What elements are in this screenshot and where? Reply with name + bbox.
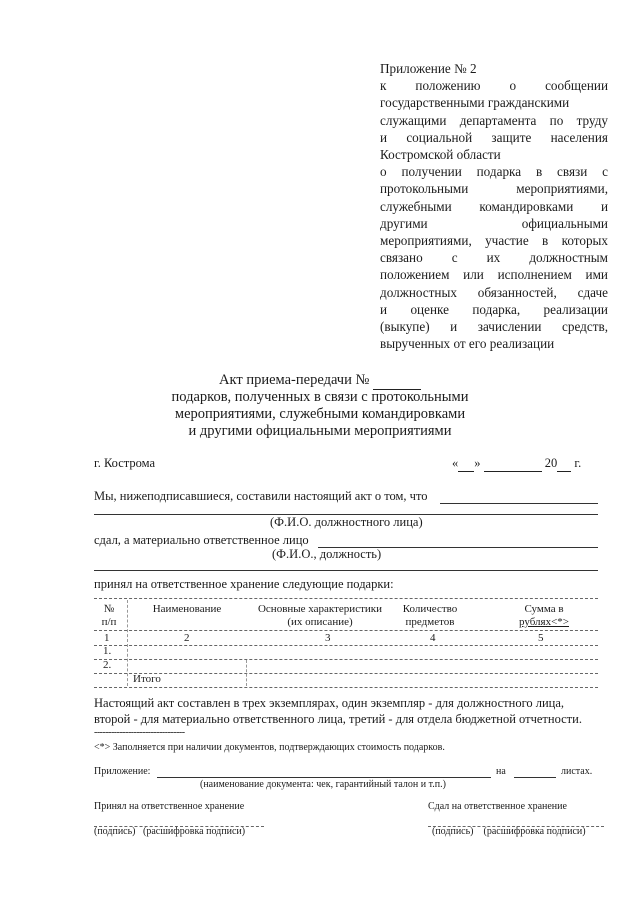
act-title-line-4: и другими официальными мероприятиями bbox=[188, 423, 452, 439]
act-title-line-2: подарков, полученных в связи с протокольными bbox=[171, 389, 469, 405]
table-row: 1. bbox=[103, 645, 112, 657]
appendix-line: мероприятиями, участие в которых bbox=[380, 233, 608, 249]
header-line: (их описание) bbox=[287, 616, 353, 628]
column-number-1: 1 bbox=[104, 632, 110, 644]
column-number-5: 5 bbox=[538, 632, 544, 644]
appendix-title: Приложение № 2 bbox=[380, 61, 477, 76]
act-title-line-3: мероприятиями, служебными командировками bbox=[174, 406, 466, 422]
header-quantity bbox=[394, 603, 466, 629]
signature-right-title: Сдал на ответственное хранение bbox=[428, 801, 567, 812]
column-number-4: 4 bbox=[430, 632, 436, 644]
footnote-rule: -------------------------------- bbox=[94, 727, 185, 738]
appendix-line: (выкупе) и зачислении средств, bbox=[380, 319, 608, 335]
appendix-line: связано с их должностным bbox=[380, 250, 608, 266]
appendix-line: должностных обязанностей, сдаче bbox=[380, 284, 608, 300]
fio-note-2: (Ф.И.О., должность) bbox=[272, 547, 382, 561]
year-blank bbox=[557, 456, 571, 472]
attachment-blank bbox=[157, 777, 491, 778]
appendix-line: другими официальными bbox=[380, 215, 608, 231]
appendix-line: служащими департамента по труду bbox=[380, 112, 608, 128]
day-blank bbox=[458, 456, 474, 472]
column-divider bbox=[246, 660, 247, 686]
statement-line-2: второй - для материально ответственного лица, третий - для отдела бюджетной отчетности. bbox=[94, 712, 582, 726]
signature-right-caption: (подпись) (расшифровка подписи) bbox=[432, 826, 586, 837]
appendix-line: к положению о сообщении bbox=[380, 78, 608, 94]
signature-left-caption: (подпись) (расшифровка подписи) bbox=[94, 826, 246, 837]
act-title-line-1: Акт приема-передачи № bbox=[219, 372, 370, 388]
header-line: № bbox=[103, 603, 115, 615]
month-blank bbox=[484, 456, 542, 472]
header-characteristics bbox=[246, 603, 394, 629]
act-number-blank bbox=[373, 372, 421, 390]
act-title bbox=[0, 372, 640, 390]
fill-line bbox=[94, 570, 598, 571]
appendix-line: положением или исполнением ими bbox=[380, 267, 608, 283]
handed-over-text: сдал, а материально ответственное лицо bbox=[94, 533, 309, 547]
footnote: <*> Заполняется при наличии документов, подтверждающих стоимость подарков. bbox=[94, 742, 445, 753]
appendix-block bbox=[380, 60, 608, 352]
date-close-quote: » bbox=[474, 456, 481, 470]
appendix-line: государственными гражданскими bbox=[380, 95, 570, 111]
appendix-line: и оценке подарка, реализации bbox=[380, 301, 608, 317]
header-line: п/п bbox=[101, 616, 117, 628]
attachment-sheets: листах. bbox=[561, 766, 593, 777]
table-bottom-rule bbox=[94, 687, 598, 688]
statement-line-1: Настоящий акт составлен в трех экземплярах, один экземпляр - для должностного лица, bbox=[94, 696, 565, 710]
year-suffix: г. bbox=[574, 456, 582, 470]
place: г. Кострома bbox=[94, 456, 156, 470]
header-sum bbox=[496, 603, 592, 629]
year-prefix: 20 bbox=[544, 456, 558, 470]
header-line: рублях<*> bbox=[519, 616, 569, 628]
header-line: предметов bbox=[405, 616, 455, 628]
table-header-rule bbox=[94, 630, 598, 631]
signature-left-title: Принял на ответственное хранение bbox=[94, 801, 245, 812]
table-row-rule bbox=[94, 673, 598, 674]
appendix-line: и социальной защите населения bbox=[380, 129, 608, 145]
header-line: Сумма в bbox=[524, 603, 564, 615]
appendix-line: о получении подарка в связи с bbox=[380, 164, 608, 180]
appendix-line: служебными командировками и bbox=[380, 198, 608, 214]
appendix-line: вырученных от его реализации bbox=[380, 336, 555, 352]
appendix-line: Костромской области bbox=[380, 147, 501, 163]
table-row: 2. bbox=[103, 659, 112, 671]
accepted-text: принял на ответственное хранение следующие подарки: bbox=[94, 577, 394, 591]
appendix-line: протокольными мероприятиями, bbox=[380, 181, 608, 197]
total-label: Итого bbox=[133, 673, 161, 685]
we-signed-text: Мы, нижеподписавшиеся, составили настоящий акт о том, что bbox=[94, 489, 428, 503]
fio-note: (Ф.И.О. должностного лица) bbox=[270, 515, 423, 529]
attachment-label: Приложение: bbox=[94, 766, 151, 777]
column-number-3: 3 bbox=[325, 632, 331, 644]
column-divider bbox=[127, 600, 128, 686]
appendix-text bbox=[380, 77, 608, 352]
table-row-rule bbox=[94, 659, 598, 660]
header-name bbox=[128, 603, 246, 616]
header-line: Наименование bbox=[152, 603, 222, 615]
header-number bbox=[94, 603, 124, 629]
table-row-rule bbox=[94, 645, 598, 646]
header-line: Количество bbox=[402, 603, 458, 615]
attachment-note: (наименование документа: чек, гарантийный талон и т.п.) bbox=[200, 779, 446, 790]
sheets-blank bbox=[514, 777, 556, 778]
date-line bbox=[452, 456, 581, 472]
attachment-on: на bbox=[496, 766, 506, 777]
date-open-quote: « bbox=[452, 456, 459, 470]
table-top-rule bbox=[94, 598, 598, 599]
column-number-2: 2 bbox=[184, 632, 190, 644]
header-line: Основные характеристики bbox=[257, 603, 383, 615]
fill-line bbox=[440, 503, 598, 504]
